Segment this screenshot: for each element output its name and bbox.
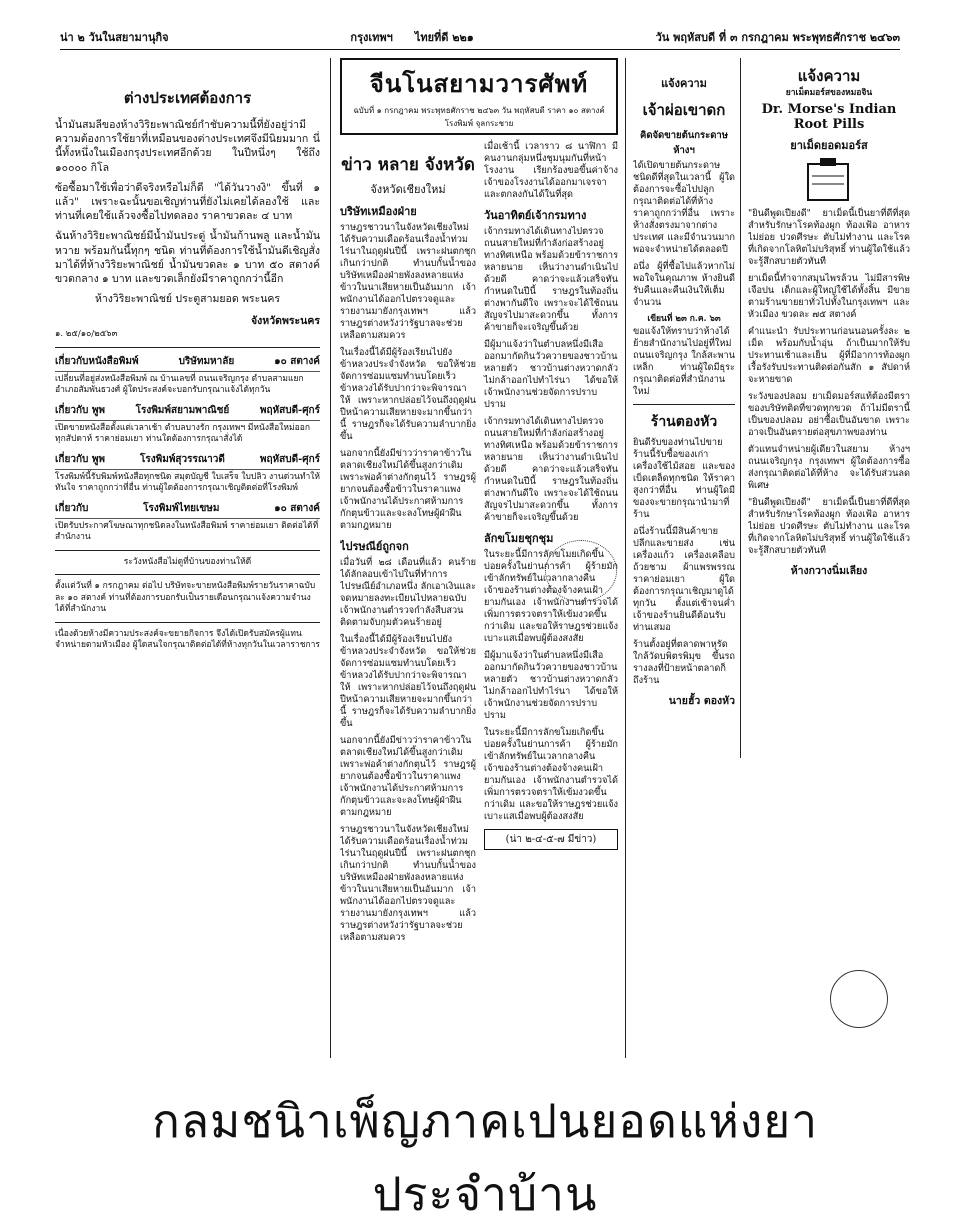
header-center-right: ไทยที่ดี ๒๒๑ xyxy=(414,31,474,44)
right-column-ad xyxy=(748,58,910,1068)
notice-label: เกี่ยวกับ พูพ xyxy=(55,453,106,465)
ad-paragraph: ระวังของปลอม ยาเม็ดมอร์สแท้ต้องมีตราของบริษัทติดที่ขวดทุกขวด ถ้าไม่มีตรานี้เป็นของปลอม อย่าซื้อเป็นอันขาด เพราะอาจเป็นอันตรายต่อสุขภาพของท่าน xyxy=(748,390,910,438)
article-paragraph: ราษฎรชาวนาในจังหวัดเชียงใหม่ได้รับความเดือดร้อนเรื่องน้ำท่วมไร่นาในฤดูฝนปีนี้ เพราะฝนตกชุกเกินกว่าปกติ ทำนบกั้นน้ำของบริษัทเหมืองฝ่ายพังลงหลายแห่ง ข้าวในนาเสียหายเป็นอันมาก เจ้าพนักงานได้ออกไปตรวจดูและรายงานมายังกรุงเทพฯ แล้ว ราษฎรต่างหวังว่ารัฐบาลจะช่วยเหลือตามสมควร xyxy=(340,824,476,943)
bottom-banner-slogan: กลมชนิาเพ็ญภาคเปนยอดแห่งยาประจำบ้าน xyxy=(151,1094,819,1221)
ad-paragraph: ยาเม็ดนี้ทำจากสมุนไพรล้วน ไม่มีสารพิษเจือปน เด็กและผู้ใหญ่ใช้ได้ทั้งสิ้น มีขายตามร้านขายยาทั่วไปทั้งในกรุงเทพฯ และหัวเมือง ขวดละ ๗๕ สตางค์ xyxy=(748,272,910,320)
shop-paragraph: ร้านตั้งอยู่ที่ตลาดพาหุรัด ใกล้วัดบพิตรพิมุข ขึ้นรถรางลงที่ป้ายหน้าตลาดก็ถึงร้าน xyxy=(633,638,735,686)
article-date: ๑. ๒๕/๑๐/๒๕๖๓ xyxy=(55,329,118,340)
ad-paragraph: "ยินดีพูดเปียงดี" ยาเม็ดนี้เป็นยาที่ดีที่สุดสำหรับรักษาโรคท้องผูก ท้องเฟ้อ อาหารไม่ย่อย ปวดศีรษะ ตับไม่ทำงาน และโรคที่เกิดจากโลหิตไม่บริสุทธิ์ ท่านผู้ใดใช้แล้วจะรู้สึกสบายตัวทันที xyxy=(748,496,910,556)
ad-paragraph: "ยินดีพูดเปียงดี" ยาเม็ดนี้เป็นยาที่ดีที่สุดสำหรับรักษาโรคท้องผูก ท้องเฟ้อ อาหารไม่ย่อย ปวดศีรษะ ตับไม่ทำงาน และโรคที่เกิดจากโลหิตไม่บริสุทธิ์ ท่านผู้ใดใช้แล้วจะรู้สึกสบายตัวทันที xyxy=(748,207,910,267)
third-column xyxy=(633,58,735,1068)
article-heading: ลักขโมยชุกชุม xyxy=(484,532,554,545)
divider xyxy=(633,404,735,405)
article-paragraph: เจ้ากรมทางได้เดินทางไปตรวจถนนสายใหม่ที่กำลังก่อสร้างอยู่ทางทิศเหนือ พร้อมด้วยข้าราชการหลายนาย เห็นว่างานดำเนินไปด้วยดี คาดว่าจะแล้วเสร็จทันกำหนดในปีนี้ ราษฎรในท้องถิ่นต่างพากันดีใจ เพราะจะได้ใช้ถนนสัญจรไปมาสะดวกขึ้น ทั้งการค้าขายก็จะเจริญขึ้นด้วย xyxy=(484,416,618,523)
notice-text: เปิดรับประกาศโฆษณาทุกชนิดลงในหนังสือพิมพ์ ราคาย่อมเยา ติดต่อได้ที่สำนักงาน xyxy=(55,520,319,543)
column-rule xyxy=(330,58,331,1058)
left-column xyxy=(55,58,320,1068)
column-rule xyxy=(740,58,741,758)
article-paragraph: นอกจากนี้ยังมีข่าวว่าราคาข้าวในตลาดเชียงใหม่ได้ขึ้นสูงกว่าเดิม เพราะพ่อค้าต่างกักตุนไว้ ราษฎรผู้ยากจนต้องซื้อข้าวในราคาแพง เจ้าพนักงานได้ประกาศห้ามการกักตุนข้าวและจะลงโทษผู้ฝ่าฝืนตามกฎหมาย xyxy=(340,735,476,818)
shop-paragraph: อนึ่งร้านนี้มีสินค้าขายปลีกและขายส่ง เช่น เครื่องแก้ว เครื่องเคลือบ ถ้วยชาม ผ้าแพรพรรณ ราคาย่อมเยา ผู้ใดต้องการกรุณาเชิญมาดูได้ทุกวัน ตั้งแต่เช้าจนค่ำ เจ้าของร้านยินดีต้อนรับท่านเสมอ xyxy=(633,525,735,633)
page-reference: (น่า ๒-๔-๕-๗ มีข่าว) xyxy=(484,829,618,850)
ad-paragraph: ตัวแทนจำหน่ายผู้เดียวในสยาม ห้างฯ ถนนเจริญกรุง กรุงเทพฯ ผู้ใดต้องการซื้อส่งกรุณาติดต่อได้ที่ห้าง จะได้รับส่วนลดพิเศษ xyxy=(748,443,910,491)
notice-price: ๑๐ สตางค์ xyxy=(274,502,320,514)
section-subtitle: จังหวัดเชียงใหม่ xyxy=(370,183,446,196)
bottle-illustration-icon xyxy=(748,158,908,204)
masthead-office: โรงพิมพ์ จุลกระชาย xyxy=(444,119,514,128)
article-paragraph: มีผู้มาแจ้งว่าในตำบลหนึ่งมีเสือออกมากัดกินวัวควายของชาวบ้านหลายตัว ชาวบ้านต่างหวาดกลัวไม่กล้าออกไปทำไร่นา ได้ขอให้เจ้าพนักงานช่วยจัดการปราบปราม xyxy=(484,339,618,410)
notice-name: โรงพิมพ์สุวรรณาวดี xyxy=(140,453,225,465)
notice-text: โรงพิมพ์นี้รับพิมพ์หนังสือทุกชนิด สมุดบัญชี ใบเสร็จ ใบปลิว งานด่วนทำให้ทันใจ ราคาถูกกว่าที่อื่น ท่านผู้ใดต้องการกรุณาเชิญติดต่อที่โรงพิมพ์ xyxy=(55,471,320,494)
masthead-info: ฉบับที่ ๑ กรกฎาคม พระพุทธศักราช ๒๔๖๓ วัน พฤหัสบดี ราคา ๑๐ สตางค์ xyxy=(353,106,605,115)
shop-title: ร้านตองหัว xyxy=(650,413,718,430)
running-header xyxy=(60,28,900,50)
header-center-left: กรุงเทพฯ xyxy=(350,31,393,44)
center-subcolumn-left xyxy=(340,141,476,949)
notice-name: บริษัทมหาลัย xyxy=(178,355,235,367)
article-paragraph: ในระยะนี้มีการลักขโมยเกิดขึ้นบ่อยครั้งในย่านการค้า ผู้ร้ายมักเข้าลักทรัพย์ในเวลากลางคืน เจ้าของร้านต่างต้องจ้างคนเฝ้ายามกันเอง เจ้าพนักงานตำรวจได้เพิ่มการตรวจตราให้เข้มงวดขึ้นกว่าเดิม และขอให้ราษฎรช่วยแจ้งเบาะแสเมื่อพบผู้ต้องสงสัย xyxy=(484,727,618,822)
notice-paragraph: ขอแจ้งให้ทราบว่าห้างได้ย้ายสำนักงานไปอยู่ที่ใหม่ ถนนเจริญกรุง ใกล้สะพานเหล็ก ท่านผู้ใดมีธุระกรุณาติดต่อที่สำนักงานใหม่ xyxy=(633,325,735,397)
notice-title: เจ้าผ่อเขาดก xyxy=(642,101,726,119)
article-address: ห้างวิริยะพาณิชย์ ประตูสามยอด พระนคร xyxy=(94,293,281,306)
article-paragraph: ซ้อซื้อมาใช้เพื่อว่าดีจริงหรือไม่ก็ดี "ได้วันวางงิ" ขึ้นที่ ๑ แล้ว" เพราะฉะนั้นขอเชิญท่านที่ยังไม่เคยได้ลองใช้ และท่านที่เคยใช้แล้วจงซื้อไปทดลอง ราคาขวดละ ๔ บาท xyxy=(55,181,320,223)
divider xyxy=(55,574,320,575)
ad-signature: ห้างกวางนิ่มเลียง xyxy=(790,564,868,577)
notice-item xyxy=(55,501,320,544)
notice-item xyxy=(55,403,320,446)
notice-date: เขียนที่ ๒๓ ก.ค. ๖๓ xyxy=(647,314,721,324)
notice-note: ตั้งแต่วันที่ ๑ กรกฎาคม ต่อไป บริษัทจะขายหนังสือพิมพ์รายวันราคาฉบับละ ๑๐ สตางค์ ท่านที่ต้องการบอกรับเป็นรายเดือนกรุณาแจ้งความจำนงได้ที่สำนักงาน xyxy=(55,581,316,615)
notice-paragraph: ได้เปิดขายต้นกระดาษชนิดดีที่สุดในเวลานี้ ผู้ใดต้องการจะซื้อไปปลูกกรุณาติดต่อได้ที่ห้าง ราคาถูกกว่าที่อื่น เพราะห้างสั่งตรงมาจากต่างประเทศ และมีจำนวนมากพอจะจำหน่ายได้ตลอดปี xyxy=(633,160,735,255)
article-paragraph: นอกจากนี้ยังมีข่าวว่าราคาข้าวในตลาดเชียงใหม่ได้ขึ้นสูงกว่าเดิม เพราะพ่อค้าต่างกักตุนไว้ ราษฎรผู้ยากจนต้องซื้อข้าวในราคาแพง เจ้าพนักงานได้ประกาศห้ามการกักตุนข้าวและจะลงโทษผู้ฝ่าฝืนตามกฎหมาย xyxy=(340,448,476,531)
header-left: น่า ๒ วันในสยามานุกิจ xyxy=(60,31,169,44)
article-heading: ไปรษณีย์ถูกจก xyxy=(340,540,409,553)
notice-item xyxy=(55,452,320,495)
notice-item xyxy=(55,354,320,397)
masthead xyxy=(340,58,618,135)
notice-paragraph: อนึ่ง ผู้ที่ซื้อไปแล้วหากไม่พอใจในคุณภาพ ห้างยินดีรับคืนและคืนเงินให้เต็มจำนวน xyxy=(633,261,735,308)
notice-kicker: แจ้งความ xyxy=(661,77,707,90)
masthead-title: จีนโนสยามวารศัพท์ xyxy=(369,69,589,98)
ad-paragraph: คำแนะนำ รับประทานก่อนนอนครั้งละ ๒ เม็ด พร้อมกับน้ำอุ่น ถ้าเป็นมากให้รับประทานเช้าและเย็น ผู้ที่มีอาการท้องผูกเรื้อรังรับประทานติดต่อกันสัก ๑ สัปดาห์จะหายขาด xyxy=(748,325,910,385)
stamp-mark xyxy=(545,540,617,602)
article-paragraph: ในระยะนี้มีการลักขโมยเกิดขึ้นบ่อยครั้งในย่านการค้า ผู้ร้ายมักเข้าลักทรัพย์ในเวลากลางคืน เจ้าของร้านต่างต้องจ้างคนเฝ้ายามกันเอง เจ้าพนักงานตำรวจได้เพิ่มการตรวจตราให้เข้มงวดขึ้นกว่าเดิม และขอให้ราษฎรช่วยแจ้งเบาะแสเมื่อพบผู้ต้องสงสัย xyxy=(484,549,618,644)
article-paragraph: เมื่อเช้านี้ เวลาราว ๘ นาฬิกา มีคนงานกลุ่มหนึ่งชุมนุมกันที่หน้าโรงงาน เรียกร้องขอขึ้นค่าจ้าง เจ้าของโรงงานได้ออกมาเจรจาและตกลงกันได้ในที่สุด xyxy=(484,141,618,200)
ad-thai-title: ยาเม็ดยอดมอร์ส xyxy=(790,138,868,152)
article-paragraph: น้ำมันสมลีของห้างวิริยะพาณิชย์กำชับความนี้ที่ยังอยู่ว่ามีความต้องการใช้ยาที่เหมือนของต่างประเทศจึงมีนิยมมาก นี่นี้ทั้งหนึ่งในเมืองกรุงประเทศอีกด้วย ในปีหนึ่งๆ ใช้ถึง ๑๐๐๐๐ กิโล xyxy=(55,119,320,174)
stamp-mark xyxy=(830,970,888,1028)
article-paragraph: ราษฎรชาวนาในจังหวัดเชียงใหม่ได้รับความเดือดร้อนเรื่องน้ำท่วมไร่นาในฤดูฝนปีนี้ เพราะฝนตกชุกเกินกว่าปกติ ทำนบกั้นน้ำของบริษัทเหมืองฝ่ายพังลงหลายแห่ง ข้าวในนาเสียหายเป็นอันมาก เจ้าพนักงานได้ออกไปตรวจดูและรายงานมายังกรุงเทพฯ แล้ว ราษฎรต่างหวังว่ารัฐบาลจะช่วยเหลือตามสมควร xyxy=(340,222,476,341)
notice-label: เกี่ยวกับ พูพ xyxy=(55,404,106,416)
notice-text: เปลี่ยนที่อยู่ส่งหนังสือพิมพ์ ณ บ้านเลขที่ ถนนเจริญกรุง ตำบลสามแยก อำเภอสัมพันธวงศ์ ผู้ใดประสงค์จะบอกรับกรุณาแจ้งได้ทุกวัน xyxy=(55,373,304,396)
notice-name: โรงพิมพ์ไทยเขษม xyxy=(143,502,220,514)
notice-note: ระวังหนังสือไม่ดูที่บ้านของท่านให้ดี xyxy=(123,556,252,567)
article-heading: วันอาทิตย์เจ้ากรมทาง xyxy=(484,209,587,222)
notice-price: ๑๐ สตางค์ xyxy=(274,355,320,367)
notice-name: โรงพิมพ์สยามพาณิชย์ xyxy=(135,404,230,416)
shop-paragraph: ยินดีรับของท่านไปขาย ร้านนี้รับซื้อของเก่า เครื่องใช้ไม้สอย และของเบ็ดเตล็ดทุกชนิด ให้ราคาสูงกว่าที่อื่น ท่านผู้ใดมีของจะขายกรุณานำมาที่ร้าน xyxy=(633,436,735,520)
notice-note: เนื่องด้วยห้างมีความประสงค์จะขยายกิจการ จึงได้เปิดรับสมัครผู้แทนจำหน่ายตามหัวเมือง ผู้ใดสนใจกรุณาติดต่อได้ที่ห้างทุกวันในเวลาราชการ xyxy=(55,628,320,651)
article-heading: บริษัทเหมืองฝ่าย xyxy=(340,205,417,218)
ad-subtitle: ยาเม็ดมอร์สของหมอจิน xyxy=(785,88,873,98)
divider xyxy=(55,622,320,623)
article-paragraph: มีผู้มาแจ้งว่าในตำบลหนึ่งมีเสือออกมากัดกินวัวควายของชาวบ้านหลายตัว ชาวบ้านต่างหวาดกลัวไม่กล้าออกไปทำไร่นา ได้ขอให้เจ้าพนักงานช่วยจัดการปราบปราม xyxy=(484,650,618,721)
article-paragraph: ในเรื่องนี้ได้มีผู้ร้องเรียนไปยังข้าหลวงประจำจังหวัด ขอให้ช่วยจัดการซ่อมแซมทำนบโดยเร็ว ข้าหลวงได้รับปากว่าจะพิจารณาให้ เพราะหากปล่อยไว้จนถึงฤดูฝนปีหน้าความเสียหายจะมากขึ้นกว่านี้ ราษฎรก็จะได้รับความลำบากยิ่งขึ้น xyxy=(340,347,476,442)
notice-text: เปิดขายหนังสือตั้งแต่เวลาเช้า ตำบลบางรัก กรุงเทพฯ มีหนังสือใหม่ออกทุกสัปดาห์ ราคาย่อมเยา ท่านใดต้องการกรุณาสั่งได้ xyxy=(55,422,310,445)
ad-illustration xyxy=(748,158,910,204)
column-rule xyxy=(625,58,626,1058)
ad-kicker: แจ้งความ xyxy=(797,67,861,85)
header-right: วัน พฤหัสบดี ที่ ๓ กรกฎาคม พระพุทธศักราช ๒๔๖๓ xyxy=(655,31,900,44)
section-title: ข่าว หลาย จังหวัด xyxy=(341,155,475,175)
article-signature: จังหวัดพระนคร xyxy=(251,315,320,328)
notice-price: พฤหัสบดี-ศุกร์ xyxy=(259,453,320,465)
left-column-title: ต่างประเทศต้องการ xyxy=(123,89,252,107)
article-paragraph: ฉันห้างวิริยะพาณิชย์มีน้ำมันประดู่ น้ำมันก้านพลู และน้ำมันหวาย พร้อมกันนี้ทุกๆ ชนิด ท่านที่ต้องการใช้น้ำมันดีเชิญสั่งมาได้ที่ห้างวิริยะพาณิชย์ น้ำมันขวดละ ๑ บาท ๕๐ สตางค์ ขวดกลาง ๑ บาท และขวดเล็กยังมีราคาถูกกว่านี้อีก xyxy=(55,230,320,286)
notice-price: พฤหัสบดี-ศุกร์ xyxy=(259,404,320,416)
divider xyxy=(55,550,320,551)
notice-byline: คิดจัดขายต้นกระดาษ ห้างฯ xyxy=(639,130,729,156)
article-paragraph: เมื่อวันที่ ๒๘ เดือนที่แล้ว คนร้ายได้ลักลอบเข้าไปในที่ทำการไปรษณีย์อำเภอหนึ่ง ลักเอาเงินและจดหมายลงทะเบียนไปหลายฉบับ เจ้าพนักงานตำรวจกำลังสืบสวนติดตามจับกุมตัวคนร้ายอยู่ xyxy=(340,557,476,628)
article-paragraph: ในเรื่องนี้ได้มีผู้ร้องเรียนไปยังข้าหลวงประจำจังหวัด ขอให้ช่วยจัดการซ่อมแซมทำนบโดยเร็ว ข้าหลวงได้รับปากว่าจะพิจารณาให้ เพราะหากปล่อยไว้จนถึงฤดูฝนปีหน้าความเสียหายจะมากขึ้นกว่านี้ ราษฎรก็จะได้รับความลำบากยิ่งขึ้น xyxy=(340,634,476,729)
ad-english-title: Dr. Morse's Indian Root Pills xyxy=(761,101,897,132)
shop-signature: นายฮั้ว ตองหัว xyxy=(668,694,735,707)
notice-label: เกี่ยวกับหนังสือพิมพ์ xyxy=(55,355,139,367)
divider xyxy=(55,347,320,348)
article-paragraph: เจ้ากรมทางได้เดินทางไปตรวจถนนสายใหม่ที่กำลังก่อสร้างอยู่ทางทิศเหนือ พร้อมด้วยข้าราชการหลายนาย เห็นว่างานดำเนินไปด้วยดี คาดว่าจะแล้วเสร็จทันกำหนดในปีนี้ ราษฎรในท้องถิ่นต่างพากันดีใจ เพราะจะได้ใช้ถนนสัญจรไปมาสะดวกขึ้น ทั้งการค้าขายก็จะเจริญขึ้นด้วย xyxy=(484,226,618,333)
notice-label: เกี่ยวกับ xyxy=(55,502,89,514)
